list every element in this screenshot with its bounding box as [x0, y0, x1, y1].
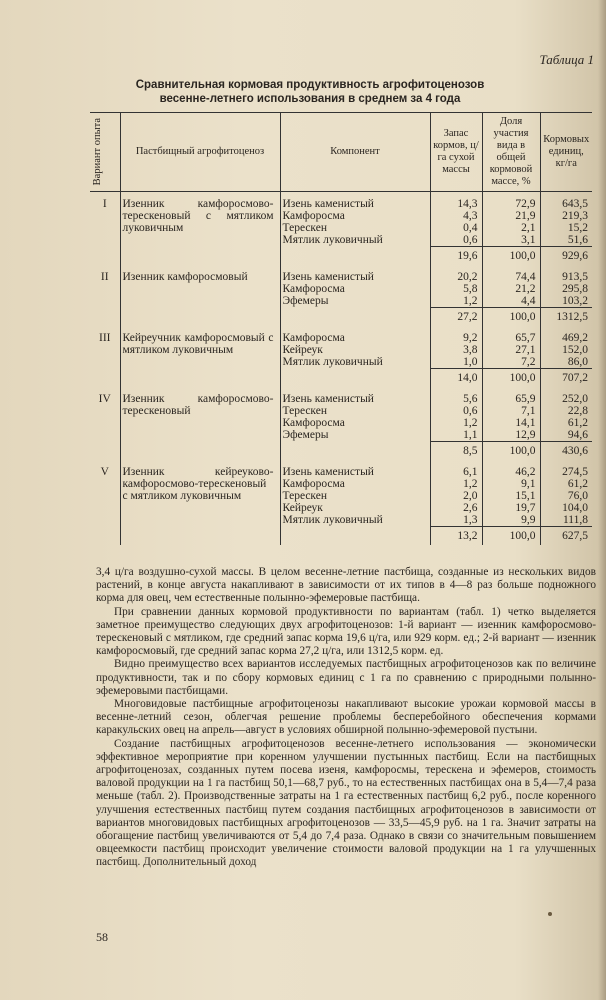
units-value: 15,2 — [540, 222, 592, 234]
component-name: Мятлик луковичный — [280, 514, 430, 527]
stock-value: 4,3 — [430, 210, 482, 222]
table-row — [90, 326, 592, 344]
stock-value: 20,2 — [430, 265, 482, 283]
total-units: 707,2 — [540, 369, 592, 388]
pasture-name: Кейреучник камфоросмовый с мятликом луковичным — [120, 326, 280, 387]
units-value: 469,2 — [540, 326, 592, 344]
stock-value: 0,6 — [430, 405, 482, 417]
paragraph: Видно преимущество всех вариантов исследуемых пастбищных агрофитоценозов как по величине продуктивности, так и по сбору кормовых единиц с 1 га по сравнению с природными полынно-эфемеровыми пастбищами. — [96, 658, 596, 697]
share-value: 2,1 — [482, 222, 540, 234]
variant-id: I — [102, 198, 107, 210]
units-value: 86,0 — [540, 356, 592, 369]
total-stock: 14,0 — [430, 369, 482, 388]
units-value: 103,2 — [540, 295, 592, 308]
table-title — [90, 78, 530, 106]
table-title-line-2: весенне-летнего использования в среднем за 4 года — [159, 93, 461, 105]
total-spacer — [280, 527, 430, 546]
component-name: Кейреук — [280, 344, 430, 356]
productivity-table — [90, 112, 592, 545]
units-value: 22,8 — [540, 405, 592, 417]
component-name: Терескен — [280, 405, 430, 417]
total-share: 100,0 — [482, 442, 540, 461]
share-value: 19,7 — [482, 502, 540, 514]
total-stock: 13,2 — [430, 527, 482, 546]
total-spacer — [280, 369, 430, 388]
paper-stain — [548, 912, 552, 916]
total-spacer — [280, 247, 430, 266]
stock-value: 1,3 — [430, 514, 482, 527]
stock-value: 2,6 — [430, 502, 482, 514]
units-value: 152,0 — [540, 344, 592, 356]
total-units: 1312,5 — [540, 308, 592, 327]
body-text — [96, 566, 596, 870]
paragraph: Создание пастбищных агрофитоценозов весенне-летнего использования — экономически эффективное мероприятие при коренном улучшении пустынных пастбищ. Если на пастбищных агрофитоценозах, созданных путем посева изеня, камфоросмы, терескена и эфемеров, стоимость валовой продукции на 1 га пастбищ 50,1—68,7 руб., то на естественных пастбищах она в 5,4—7,4 раза меньше (табл. 2). Производственные затраты на 1 га естественных пастбищ 6,2 руб., после коренного улучшения естественных пастбищ путем создания пастбищных агрофитоценозов в зависимости от вариантов многовидовых пастбищных агрофитоценозов — 33,5—45,9 руб. на 1 га. Значит затраты на обогащение пастбищ увеличиваются от 5,4 до 7,4 раза. Однако в связи со значительным повышением овцеемкости пастбищ происходит увеличение стоимости валовой продукции на 1 га улучшенных пастбищ. Дополнительный доход — [96, 737, 596, 869]
component-name: Мятлик луковичный — [280, 234, 430, 247]
component-name: Эфемеры — [280, 295, 430, 308]
table-label: Таблица 1 — [539, 52, 594, 67]
share-value: 65,9 — [482, 387, 540, 405]
share-value: 65,7 — [482, 326, 540, 344]
stock-value: 1,1 — [430, 429, 482, 442]
variant-id: V — [100, 466, 109, 478]
stock-value: 9,2 — [430, 326, 482, 344]
component-name: Кейреук — [280, 502, 430, 514]
component-name: Изень каменистый — [280, 460, 430, 478]
pasture-name: Изенник камфоросмово-терескеновый с мятликом луковичным — [120, 192, 280, 266]
share-value: 21,2 — [482, 283, 540, 295]
stock-value: 2,0 — [430, 490, 482, 502]
header-pasture: Пастбищный агрофитоценоз — [120, 113, 280, 192]
header-units: Кормовых единиц, кг/га — [540, 113, 592, 192]
component-name: Камфоросма — [280, 478, 430, 490]
share-value: 14,1 — [482, 417, 540, 429]
component-name: Камфоросма — [280, 210, 430, 222]
share-value: 74,4 — [482, 265, 540, 283]
share-value: 46,2 — [482, 460, 540, 478]
units-value: 274,5 — [540, 460, 592, 478]
component-name: Мятлик луковичный — [280, 356, 430, 369]
stock-value: 0,4 — [430, 222, 482, 234]
page-number: 58 — [96, 930, 108, 944]
header-variant: Вариант опыта — [90, 113, 120, 192]
component-name: Камфоросма — [280, 417, 430, 429]
variant-id: II — [100, 271, 109, 283]
total-stock: 8,5 — [430, 442, 482, 461]
share-value: 9,1 — [482, 478, 540, 490]
stock-value: 5,8 — [430, 283, 482, 295]
component-name: Эфемеры — [280, 429, 430, 442]
table-body — [90, 192, 592, 546]
header-component: Компонент — [280, 113, 430, 192]
header-share: Доля участия вида в общей кормовой массе, % — [482, 113, 540, 192]
stock-value: 5,6 — [430, 387, 482, 405]
pasture-name: Изенник камфоросмовый — [120, 265, 280, 326]
page-edge-shadow — [598, 0, 606, 1000]
units-value: 61,2 — [540, 478, 592, 490]
units-value: 94,6 — [540, 429, 592, 442]
units-value: 295,8 — [540, 283, 592, 295]
total-units: 627,5 — [540, 527, 592, 546]
pasture-name: Изенник кейреуково-камфоросмово-терескеновый с мятликом луковичным — [120, 460, 280, 545]
table-row — [90, 265, 592, 283]
share-value: 3,1 — [482, 234, 540, 247]
units-value: 219,3 — [540, 210, 592, 222]
component-name: Изень каменистый — [280, 387, 430, 405]
productivity-table-wrapper — [90, 112, 592, 545]
share-value: 7,2 — [482, 356, 540, 369]
component-name: Камфоросма — [280, 326, 430, 344]
component-name: Изень каменистый — [280, 265, 430, 283]
paragraph: Многовидовые пастбищные агрофитоценозы накапливают высокие урожаи кормовой массы в весенне-летний сезон, облегчая решение проблемы бесперебойного обеспечения кормами каракульских овец на апрель—август в условиях обширной полынно-эфемеровой пустыни. — [96, 698, 596, 737]
total-share: 100,0 — [482, 247, 540, 266]
stock-value: 1,0 — [430, 356, 482, 369]
paragraph: 3,4 ц/га воздушно-сухой массы. В целом весенне-летние пастбища, созданные из нескольких видов растений, в конце августа накапливают в зависимости от их типов в 4—8 раз больше подножного корма для овец, чем естественные полынно-эфемеровые пастбища. — [96, 566, 596, 605]
share-value: 4,4 — [482, 295, 540, 308]
stock-value: 3,8 — [430, 344, 482, 356]
table-title-line-1: Сравнительная кормовая продуктивность агрофитоценозов — [135, 79, 485, 91]
pasture-name: Изенник камфоросмово-терескеновый — [120, 387, 280, 460]
table-row — [90, 387, 592, 405]
units-value: 61,2 — [540, 417, 592, 429]
units-value: 76,0 — [540, 490, 592, 502]
total-stock: 27,2 — [430, 308, 482, 327]
variant-id: III — [99, 332, 111, 344]
component-name: Изень каменистый — [280, 192, 430, 211]
stock-value: 1,2 — [430, 478, 482, 490]
share-value: 7,1 — [482, 405, 540, 417]
stock-value: 6,1 — [430, 460, 482, 478]
table-row — [90, 192, 592, 211]
table-row — [90, 460, 592, 478]
total-share: 100,0 — [482, 527, 540, 546]
share-value: 15,1 — [482, 490, 540, 502]
total-spacer — [280, 308, 430, 327]
units-value: 252,0 — [540, 387, 592, 405]
share-value: 9,9 — [482, 514, 540, 527]
paragraph: При сравнении данных кормовой продуктивности по вариантам (табл. 1) четко выделяется заметное преимущество следующих двух агрофитоценозов: 1-й вариант — изенник камфоросмово-терескеновый с мятликом, где средний запас корма 19,6 ц/га, или 929 корм. ед.; 2-й вариант — изенник камфоросмовый, где средний запас корма 27,2 ц/га, или 1312,5 корм. ед. — [96, 605, 596, 658]
units-value: 913,5 — [540, 265, 592, 283]
total-units: 929,6 — [540, 247, 592, 266]
stock-value: 1,2 — [430, 417, 482, 429]
units-value: 104,0 — [540, 502, 592, 514]
share-value: 27,1 — [482, 344, 540, 356]
component-name: Терескен — [280, 490, 430, 502]
total-units: 430,6 — [540, 442, 592, 461]
total-share: 100,0 — [482, 369, 540, 388]
units-value: 51,6 — [540, 234, 592, 247]
stock-value: 14,3 — [430, 192, 482, 211]
share-value: 21,9 — [482, 210, 540, 222]
total-stock: 19,6 — [430, 247, 482, 266]
units-value: 111,8 — [540, 514, 592, 527]
stock-value: 0,6 — [430, 234, 482, 247]
variant-id: IV — [98, 393, 111, 405]
units-value: 643,5 — [540, 192, 592, 211]
total-spacer — [280, 442, 430, 461]
stock-value: 1,2 — [430, 295, 482, 308]
component-name: Камфоросма — [280, 283, 430, 295]
component-name: Терескен — [280, 222, 430, 234]
header-stock: Запас кормов, ц/га сухой массы — [430, 113, 482, 192]
total-share: 100,0 — [482, 308, 540, 327]
share-value: 72,9 — [482, 192, 540, 211]
share-value: 12,9 — [482, 429, 540, 442]
